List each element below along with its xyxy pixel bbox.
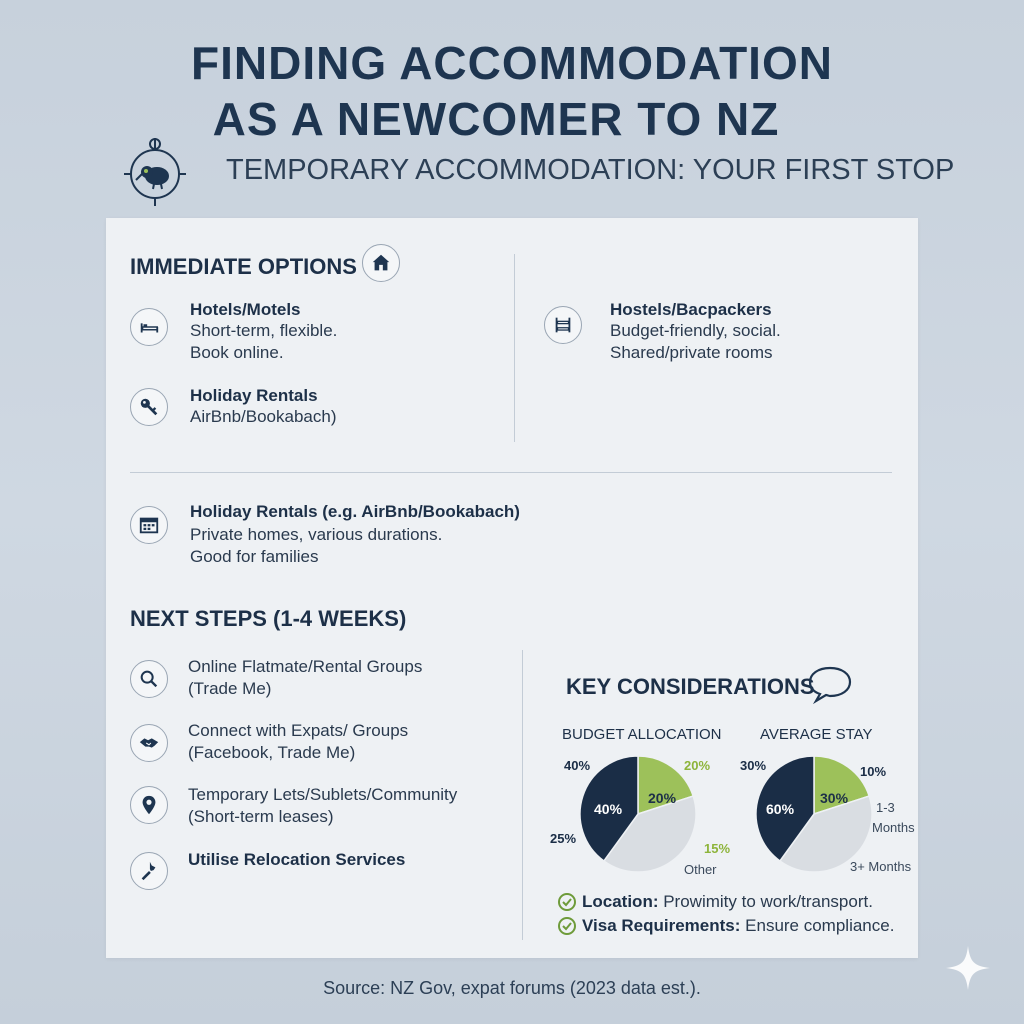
checkmark-icon	[558, 893, 576, 911]
budget-slice-navy-label: 40%	[594, 801, 623, 817]
check-visa	[558, 916, 894, 936]
step-3-line1: Temporary Lets/Sublets/Community	[188, 785, 458, 804]
speech-bubble-icon	[806, 664, 854, 704]
budget-outer-tr: 20%	[684, 758, 711, 773]
search-icon	[130, 660, 168, 698]
budget-slice-green-label: 20%	[648, 790, 677, 806]
section-divider	[130, 472, 892, 473]
stay-outer-tr: 10%	[860, 764, 887, 779]
content-card	[106, 218, 918, 958]
holiday-rentals-eg-desc-2: Good for families	[190, 547, 319, 566]
holiday-rentals-eg-title: Holiday Rentals (e.g. AirBnb/Bookabach)	[190, 502, 520, 521]
key-icon	[130, 388, 168, 426]
column-divider	[514, 254, 515, 442]
next-steps-heading: NEXT STEPS (1-4 WEEKS)	[130, 606, 407, 631]
stay-outer-mr2: Months	[872, 820, 915, 835]
step-1-line2: (Trade Me)	[188, 679, 272, 698]
step-2-line1: Connect with Expats/ Groups	[188, 721, 409, 740]
budget-outer-other: Other	[684, 862, 717, 877]
handshake-icon	[130, 724, 168, 762]
stay-outer-br: 3+ Months	[850, 859, 912, 874]
check-location-text: Prowimity to work/transport.	[658, 892, 873, 911]
stay-pie-title: AVERAGE STAY	[760, 726, 873, 743]
stay-slice-green-label: 30%	[820, 790, 849, 806]
budget-outer-bl: 25%	[550, 831, 577, 846]
step-4-line1: Utilise Relocation Services	[188, 850, 406, 869]
check-visa-text: Ensure compliance.	[740, 916, 895, 935]
check-location-label: Location:	[582, 892, 659, 911]
hotels-desc-1: Short-term, flexible.	[190, 321, 338, 340]
step-3-line2: (Short-term leases)	[188, 807, 334, 826]
holiday-rentals-title: Holiday Rentals	[190, 386, 318, 405]
page-subtitle: TEMPORARY ACCOMMODATION: YOUR FIRST STOP	[226, 154, 955, 186]
bunk-bed-icon	[544, 306, 582, 344]
step-1-line1: Online Flatmate/Rental Groups	[188, 657, 423, 676]
hostels-desc-1: Budget-friendly, social.	[610, 321, 781, 340]
hostels-title: Hostels/Bacpackers	[610, 300, 772, 319]
holiday-rentals-desc: AirBnb/Bookabach)	[190, 407, 337, 426]
nz-map-icon	[130, 852, 168, 890]
check-location	[558, 892, 873, 912]
check-visa-label: Visa Requirements:	[582, 916, 741, 935]
checkmark-icon	[558, 917, 576, 935]
holiday-rentals-eg-desc-1: Private homes, various durations.	[190, 525, 443, 544]
hotels-desc-2: Book online.	[190, 343, 284, 362]
sparkle-icon	[944, 944, 992, 992]
hotels-title: Hotels/Motels	[190, 300, 301, 319]
step-2-line2: (Facebook, Trade Me)	[188, 743, 356, 762]
budget-outer-tl: 40%	[564, 758, 591, 773]
immediate-options-heading: IMMEDIATE OPTIONS	[130, 254, 357, 279]
stay-slice-navy-label: 60%	[766, 801, 795, 817]
kiwi-bird-icon	[124, 136, 186, 206]
stay-outer-mr1: 1-3	[876, 800, 895, 815]
calendar-icon	[130, 506, 168, 544]
source-note: Source: NZ Gov, expat forums (2023 data est.).	[323, 978, 701, 998]
hostels-desc-2: Shared/private rooms	[610, 343, 773, 362]
page-title-line1: FINDING ACCOMMODATION	[191, 37, 833, 89]
key-considerations-heading: KEY CONSIDERATIONS	[566, 674, 815, 699]
location-pin-icon	[130, 786, 168, 824]
key-divider	[522, 650, 523, 940]
home-icon	[362, 244, 400, 282]
bed-icon	[130, 308, 168, 346]
page-title-line2: AS A NEWCOMER TO NZ	[212, 93, 780, 145]
budget-pie-title: BUDGET ALLOCATION	[562, 726, 722, 743]
budget-outer-br: 15%	[704, 841, 731, 856]
stay-outer-tl: 30%	[740, 758, 767, 773]
